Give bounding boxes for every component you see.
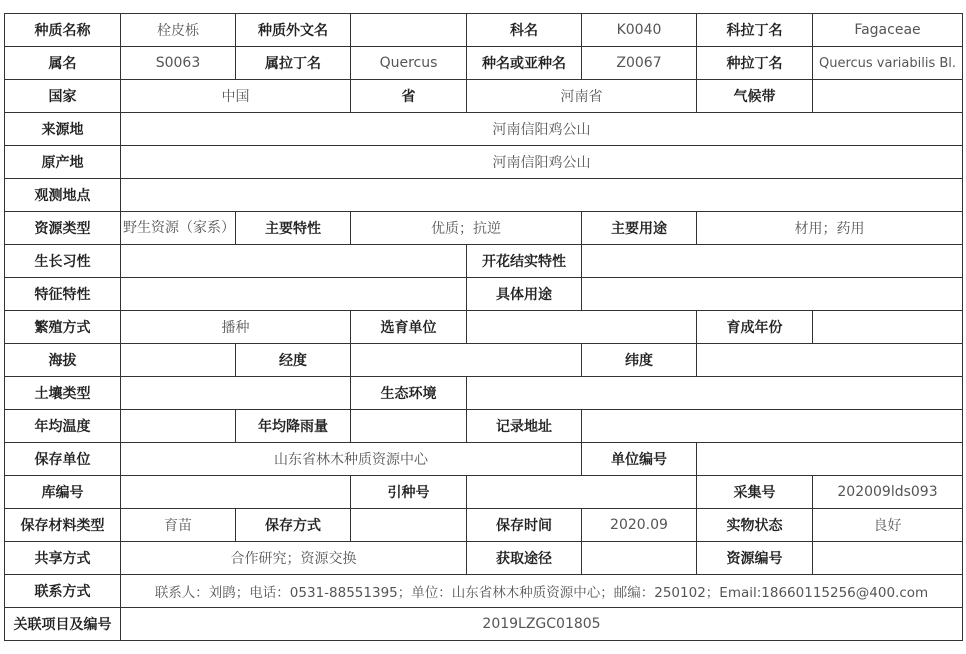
sharing-method-value: 合作研究；资源交换 [121,542,467,575]
storage-material-type-label: 保存材料类型 [5,509,121,542]
soil-type-label: 土壤类型 [5,377,121,410]
latitude-label: 纬度 [582,344,697,377]
collection-code-label: 采集号 [697,476,813,509]
contact-value: 联系人：刘鹍；电话：0531-88551395；单位：山东省林木种质资源中心；邮编：250102；Email:18660115256@400.com [121,575,963,608]
table-row [5,410,963,443]
germplasm-foreign-name-label: 种质外文名 [236,14,351,47]
table-row [5,509,963,542]
storage-time-value: 2020.09 [582,509,697,542]
longitude-value [351,344,582,377]
record-address-value [582,410,963,443]
main-uses-label: 主要用途 [582,212,697,245]
genus-name-value: S0063 [121,47,236,80]
altitude-value [121,344,236,377]
eco-environment-value [467,377,963,410]
growth-habit-value [121,245,467,278]
introduction-code-value [467,476,697,509]
table-row [5,179,963,212]
breeding-year-value [813,311,963,344]
collection-code-value: 202009lds093 [813,476,963,509]
altitude-label: 海拔 [5,344,121,377]
table-row [5,47,963,80]
germplasm-info-table [4,13,963,641]
family-latin-label: 科拉丁名 [697,14,813,47]
breeding-year-label: 育成年份 [697,311,813,344]
specific-uses-label: 具体用途 [467,278,582,311]
specific-uses-value [582,278,963,311]
country-value: 中国 [121,80,351,113]
table-row [5,212,963,245]
table-row [5,311,963,344]
related-project-value: 2019LZGC01805 [121,608,963,641]
store-code-label: 库编号 [5,476,121,509]
annual-rainfall-value [351,410,467,443]
introduction-code-label: 引种号 [351,476,467,509]
latitude-value [697,344,963,377]
climate-zone-label: 气候带 [697,80,813,113]
table-row [5,377,963,410]
origin-place-value: 河南信阳鸡公山 [121,146,963,179]
genus-name-label: 属名 [5,47,121,80]
acquisition-route-value [582,542,697,575]
resource-type-label: 资源类型 [5,212,121,245]
family-name-value: K0040 [582,14,697,47]
genus-latin-value: Quercus [351,47,467,80]
characteristics-label: 特征特性 [5,278,121,311]
germplasm-name-label: 种质名称 [5,14,121,47]
propagation-value: 播种 [121,311,351,344]
germplasm-foreign-name-value [351,14,467,47]
record-address-label: 记录地址 [467,410,582,443]
breeding-unit-label: 选育单位 [351,311,467,344]
table-row [5,245,963,278]
species-latin-value: Quercus variabilis Bl. [813,47,963,80]
table-row [5,575,963,608]
annual-temp-value [121,410,236,443]
observation-site-label: 观测地点 [5,179,121,212]
species-name-value: Z0067 [582,47,697,80]
acquisition-route-label: 获取途径 [467,542,582,575]
family-name-label: 科名 [467,14,582,47]
table-row [5,278,963,311]
resource-code-label: 资源编号 [697,542,813,575]
storage-material-type-value: 育苗 [121,509,236,542]
physical-status-value: 良好 [813,509,963,542]
soil-type-value [121,377,351,410]
storage-unit-label: 保存单位 [5,443,121,476]
country-label: 国家 [5,80,121,113]
growth-habit-label: 生长习性 [5,245,121,278]
sharing-method-label: 共享方式 [5,542,121,575]
table-row [5,344,963,377]
flowering-fruiting-label: 开花结实特性 [467,245,582,278]
table-row [5,146,963,179]
table-row [5,476,963,509]
resource-type-value: 野生资源（家系） [121,212,236,245]
main-uses-value: 材用；药用 [697,212,963,245]
storage-method-label: 保存方式 [236,509,351,542]
source-place-label: 来源地 [5,113,121,146]
storage-method-value [351,509,467,542]
table-row [5,542,963,575]
species-latin-label: 种拉丁名 [697,47,813,80]
physical-status-label: 实物状态 [697,509,813,542]
storage-unit-value: 山东省林木种质资源中心 [121,443,582,476]
unit-code-label: 单位编号 [582,443,697,476]
species-name-label: 种名或亚种名 [467,47,582,80]
breeding-unit-value [467,311,697,344]
resource-code-value [813,542,963,575]
main-traits-value: 优质；抗逆 [351,212,582,245]
table-row [5,608,963,641]
genus-latin-label: 属拉丁名 [236,47,351,80]
origin-place-label: 原产地 [5,146,121,179]
source-place-value: 河南信阳鸡公山 [121,113,963,146]
flowering-fruiting-value [582,245,963,278]
province-label: 省 [351,80,467,113]
table-row [5,80,963,113]
characteristics-value [121,278,467,311]
germplasm-name-value: 栓皮栎 [121,14,236,47]
climate-zone-value [813,80,963,113]
longitude-label: 经度 [236,344,351,377]
unit-code-value [697,443,963,476]
contact-label: 联系方式 [5,575,121,608]
related-project-label: 关联项目及编号 [5,608,121,641]
propagation-label: 繁殖方式 [5,311,121,344]
storage-time-label: 保存时间 [467,509,582,542]
province-value: 河南省 [467,80,697,113]
family-latin-value: Fagaceae [813,14,963,47]
table-row [5,14,963,47]
main-traits-label: 主要特性 [236,212,351,245]
table-row [5,443,963,476]
observation-site-value [121,179,963,212]
store-code-value [121,476,351,509]
annual-temp-label: 年均温度 [5,410,121,443]
annual-rainfall-label: 年均降雨量 [236,410,351,443]
eco-environment-label: 生态环境 [351,377,467,410]
table-row [5,113,963,146]
